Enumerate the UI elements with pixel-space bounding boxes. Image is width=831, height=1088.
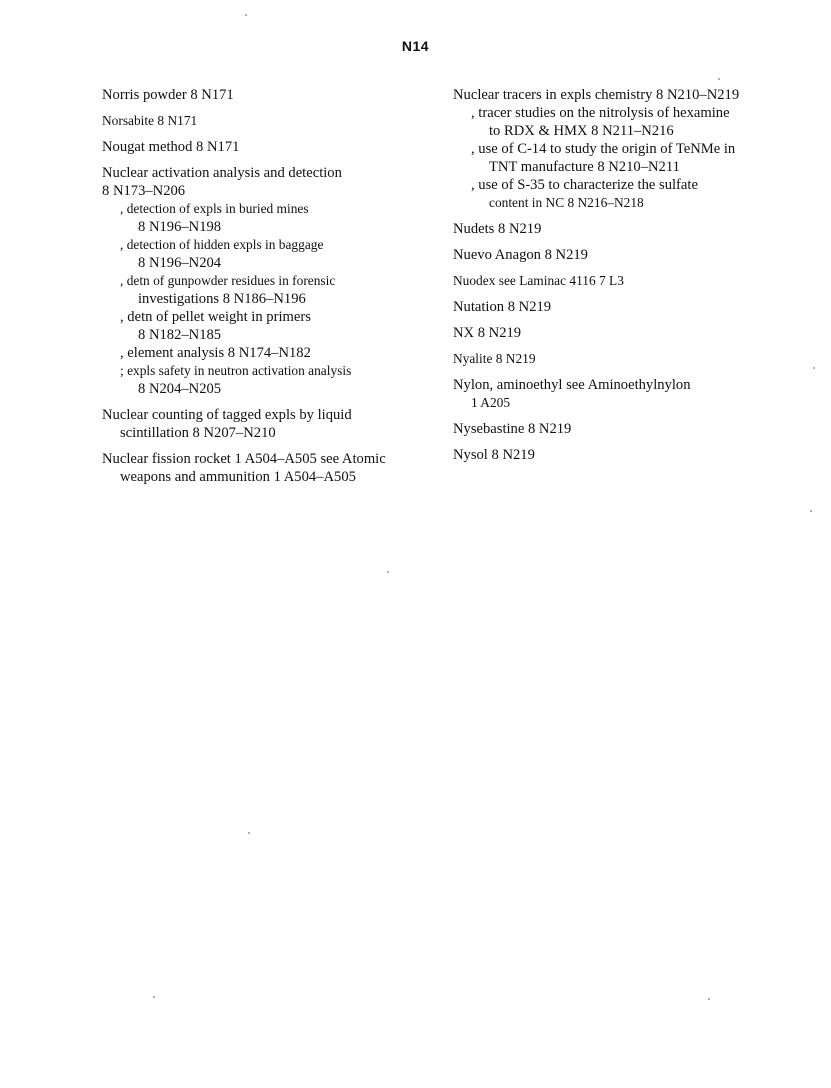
index-entry-subline: , detection of hidden expls in baggage — [120, 237, 324, 252]
index-entry-subline: , use of S-35 to characterize the sulfate — [471, 177, 698, 193]
index-entry-subline: 8 N182–N185 — [138, 327, 222, 343]
index-entry-heading: Nuevo Anagon 8 N219 — [453, 247, 588, 263]
index-entry-subline: to RDX & HMX 8 N211–N216 — [489, 123, 674, 139]
index-entry-heading: Nuclear counting of tagged expls by liquid — [102, 407, 352, 423]
right-index-column — [453, 86, 773, 472]
index-entry-subline: scintillation 8 N207–N210 — [120, 425, 276, 441]
index-entry-heading: Nylon, aminoethyl see Aminoethylnylon — [453, 377, 691, 393]
index-entry-subline: content in NC 8 N216–N218 — [489, 195, 644, 210]
index-entry-subline: 1 A205 — [471, 395, 511, 410]
index-entry-subline: 8 N204–N205 — [138, 381, 222, 397]
index-entry-heading: Nysebastine 8 N219 — [453, 421, 572, 437]
index-entry-subline: weapons and ammunition 1 A504–A505 — [120, 469, 356, 485]
index-entry — [453, 350, 773, 368]
index-entry-subline: TNT manufacture 8 N210–N211 — [489, 159, 680, 175]
index-entry — [453, 220, 773, 238]
index-entry-subline: 8 N173–N206 — [102, 183, 186, 199]
index-entry — [453, 376, 773, 412]
index-entry — [102, 164, 437, 398]
index-entry — [453, 420, 773, 438]
index-entry-heading: Norsabite 8 N171 — [102, 113, 198, 128]
index-entry-heading: Nuclear activation analysis and detection — [102, 165, 342, 181]
index-entry — [453, 86, 773, 212]
index-entry-subline: , element analysis 8 N174–N182 — [120, 345, 311, 361]
index-entry-heading: Nuclear tracers in expls chemistry 8 N210–N219 — [453, 87, 740, 103]
index-entry-heading: NX 8 N219 — [453, 325, 522, 341]
index-entry-heading: Nougat method 8 N171 — [102, 139, 240, 155]
scan-speck — [810, 510, 812, 512]
left-index-column — [102, 86, 437, 494]
index-entry-subline: , detection of expls in buried mines — [120, 201, 309, 216]
index-entry-heading: Nyalite 8 N219 — [453, 351, 536, 366]
index-entry — [453, 324, 773, 342]
scan-speck — [387, 571, 389, 573]
index-entry — [453, 298, 773, 316]
index-entry-heading: Nysol 8 N219 — [453, 447, 535, 463]
index-entry-subline: , detn of pellet weight in primers — [120, 309, 311, 325]
scan-speck — [248, 832, 250, 834]
index-entry-subline: ; expls safety in neutron activation analysis — [120, 363, 352, 378]
index-entry — [102, 406, 437, 442]
index-entry — [102, 86, 437, 104]
scan-speck — [718, 78, 720, 80]
scan-speck — [708, 998, 710, 1000]
index-entry-heading: Nuclear fission rocket 1 A504–A505 see Atomic — [102, 451, 386, 467]
index-entry-subline: 8 N196–N204 — [138, 255, 222, 271]
index-entry-subline: , detn of gunpowder residues in forensic — [120, 273, 336, 288]
index-entry-heading: Nudets 8 N219 — [453, 221, 542, 237]
index-entry — [453, 446, 773, 464]
index-entry — [102, 112, 437, 130]
index-entry — [102, 138, 437, 156]
index-entry-subline: , use of C-14 to study the origin of TeNMe in — [471, 141, 736, 157]
index-entry — [453, 246, 773, 264]
index-entry-heading: Nuodex see Laminac 4116 7 L3 — [453, 273, 624, 288]
index-entry-heading: Nutation 8 N219 — [453, 299, 552, 315]
index-entry-heading: Norris powder 8 N171 — [102, 87, 234, 103]
scan-speck — [813, 367, 815, 369]
page-header: N14 — [401, 38, 430, 54]
index-entry-subline: 8 N196–N198 — [138, 219, 222, 235]
index-entry — [453, 272, 773, 290]
scan-speck — [153, 996, 155, 998]
scan-speck — [245, 14, 247, 16]
index-entry-subline: investigations 8 N186–N196 — [138, 291, 306, 307]
index-entry — [102, 450, 437, 486]
index-entry-subline: , tracer studies on the nitrolysis of hexamine — [471, 105, 730, 121]
